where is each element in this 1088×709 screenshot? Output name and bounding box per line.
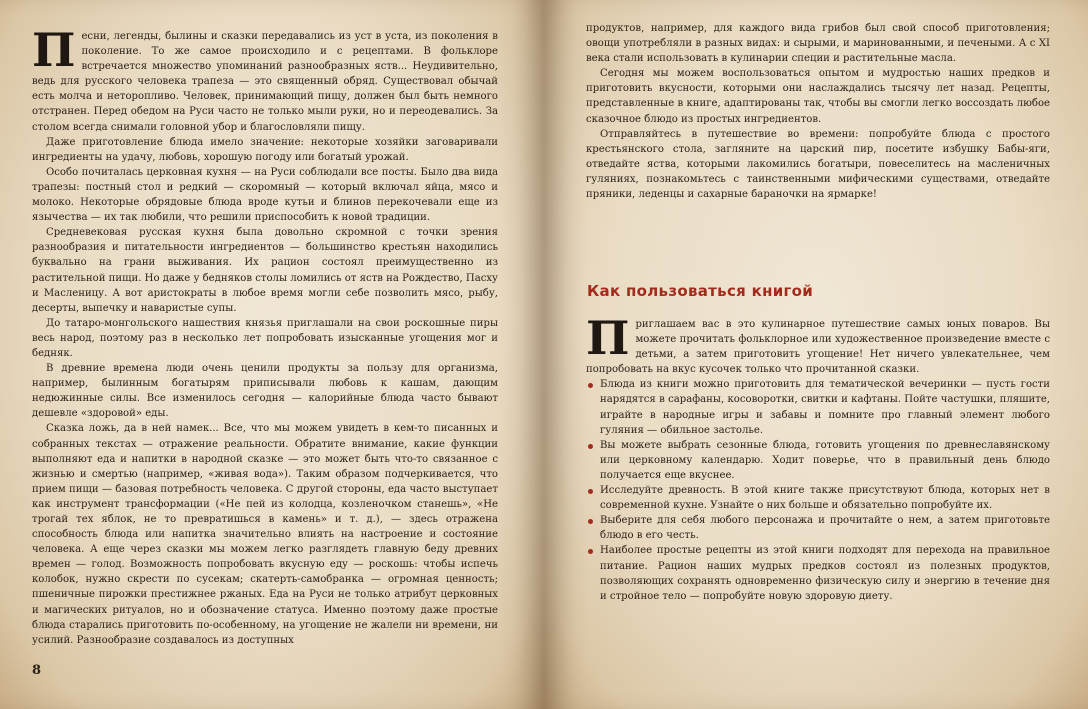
list-item-text: Вы можете выбрать сезонные блюда, готовить угощения по древнеславянскому или церковному календарю. Ходит поверье, что в правильный день блюдо получается еще вкуснее.	[600, 439, 1050, 481]
list-item-text: Исследуйте древность. В этой книге также присутствуют блюда, которых нет в современной кухне. Узнайте о них больше и обязательно попробуйте их.	[600, 485, 1050, 512]
howto-section	[586, 311, 1050, 604]
intro-paragraph	[32, 23, 498, 135]
intro-text: есни, легенды, былины и сказки передавались из уст в уста, из поколения в поколение. То же самое происходило и с рецептами. В фольклоре встречается множество упоминаний разнообразных яств... Неудивительно, ведь для русского человека трапеза — это священный обряд. Существовал обычай есть молча и неторопливо. Человек, принимающий пищу, должен был быть немного отстранен. Перед обедом на Руси часто не только мыли руки, но и переодевались. За столом всегда снимали головной убор и благословляли пищу.	[32, 31, 498, 133]
paragraph: До татаро-монгольского нашествия князья приглашали на свои роскошные пиры весь народ, поэтому раз в несколько лет попробовать изысканные угощения мог и бедняк.	[32, 317, 498, 359]
list-item	[586, 438, 1050, 483]
paragraph: В древние времена люди очень ценили продукты за пользу для организма, например, былинным богатырям приписывали любовь к кашам, дающим недюжинные силы. Все изменилось сегодня — калорийные блюда часто бывают дешевле «здоровой» еды.	[32, 363, 498, 420]
bullet-icon	[588, 519, 593, 524]
bullet-icon	[588, 549, 593, 554]
page-number: 8	[32, 663, 42, 678]
section-heading: Как пользоваться книгой	[587, 282, 814, 300]
right-continuation	[586, 21, 1050, 202]
paragraph: Особо почиталась церковная кухня — на Руси соблюдали все посты. Было два вида трапезы: постный стол и редкий — скоромный — который включал яйца, мясо и молоко. Некоторые обрядовые блюда вроде кутьи и блинов перекочевали еще из язычества — их так любили, что решили приспособить к новой традиции.	[32, 166, 498, 224]
paragraph: Отправляйтесь в путешествие во времени: попробуйте блюда с простого крестьянского стола, загляните на царский пир, посетите избушку Бабы-яги, отведайте яства, которыми лакомились богатыри, повеселитесь на масленичных гуляниях, познакомьтесь с таинственными мифическими существами, отведайте пряники, леденцы и сахарные бараночки на ярмарке!	[586, 128, 1050, 201]
dropcap-letter: П	[32, 23, 76, 77]
howto-intro-paragraph	[586, 311, 1050, 377]
paragraph: продуктов, например, для каждого вида грибов был свой способ приготовления; овощи употребляли в разных видах: и сырыми, и маринованными, и печеными. А с XI века стали использовать в кулинарии специи и растительные масла.	[586, 23, 1050, 65]
howto-intro-text: риглашаем вас в это кулинарное путешествие самых юных поваров. Вы можете прочитать фольклорное или художественное произведение вместе с детьми, а затем приготовить угощение! Нет ничего увлекательнее, чем попробовать на вкус кусочек только что прочитанной сказки.	[586, 319, 1050, 376]
list-item-text: Выберите для себя любого персонажа и прочитайте о нем, а затем приготовьте блюдо в его честь.	[600, 515, 1050, 542]
bullet-icon	[588, 444, 593, 449]
list-item-text: Наиболее простые рецепты из этой книги подходят для перехода на правильное питание. Рацион наших мудрых предков состоял из полезных продуктов, позволяющих сохранять одновременно физическую силу и энергию в течение дня и стройное тело — попробуйте новую здоровую диету.	[600, 545, 1050, 602]
left-text-column	[32, 23, 498, 648]
bullet-icon	[588, 489, 593, 494]
paragraph: Средневековая русская кухня была довольно скромной с точки зрения разнообразия и питательности ингредиентов — большинство крестьян находились буквально на грани выживания. Их рацион состоял преимущественно из растительной пищи. Но даже у бедняков столы ломились от яств на Рождество, Пасху и Масленицу. А вот аристократы в любое время могли себе позволить мясо, рыбу, десерты, выпечку и наваристые супы.	[32, 227, 498, 314]
list-item-text: Блюда из книги можно приготовить для тематической вечеринки — пусть гости нарядятся в сарафаны, косоворотки, свитки и кафтаны. Пойте частушки, пляшите, играйте в народные игры и забавы и помните про главный элемент любого гуляния — обильное застолье.	[600, 379, 1050, 436]
right-text-column	[586, 21, 1050, 202]
tips-list	[586, 377, 1050, 603]
paragraph: Сказка ложь, да в ней намек... Все, что мы можем увидеть в кем-то писанных и собранных текстах — отражение реальности. Обратите внимание, какие функции выполняют еда и напитки в народной сказке — это может быть что-то связанное с жизнью и смертью (например, «живая вода»). Таким образом подчеркивается, что прием пищи — базовая потребность человека. С другой стороны, еда часто выступает как инструмент трансформации («Не пей из колодца, козленочком станешь», «Не трогай тех яблок, не то превратишься в камень» и т. д.), — здесь отражена способность блюда или напитка значительно влиять на настроение и состояние человека. А еще через сказки мы можем легко разглядеть главную беду древних времен — голод. Возможность попробовать вкусную еду — роскошь: чтобы испечь колобок, нужно скрести по сусекам; скатерть-самобранка — огромная ценность; пшеничные пирожки престижнее ржаных. Еда на Руси не только атрибут церковных и магических ритуалов, но и обозначение статуса. Именно поэтому даже простые блюда старались приготовить по-особенному, на угощение не жалели ни времени, ни усилий. Разнообразие создавалось из доступных	[32, 423, 498, 646]
list-item	[586, 483, 1050, 513]
list-item	[586, 377, 1050, 437]
bullet-icon	[588, 383, 593, 388]
right-page	[544, 0, 1088, 709]
paragraph: Сегодня мы можем воспользоваться опытом и мудростью наших предков и приготовить вкусности, которыми они наслаждались тысячу лет назад. Рецепты, представленные в книге, адаптированы так, чтобы вы смогли легко воссоздать любое сказочное блюдо из простых ингредиентов.	[586, 68, 1050, 125]
list-item	[586, 513, 1050, 543]
paragraph: Даже приготовление блюда имело значение: некоторые хозяйки заговаривали ингредиенты на удачу, любовь, хорошую погоду или богатый урожай.	[32, 136, 498, 163]
list-item	[586, 543, 1050, 603]
dropcap-letter: П	[586, 311, 630, 365]
